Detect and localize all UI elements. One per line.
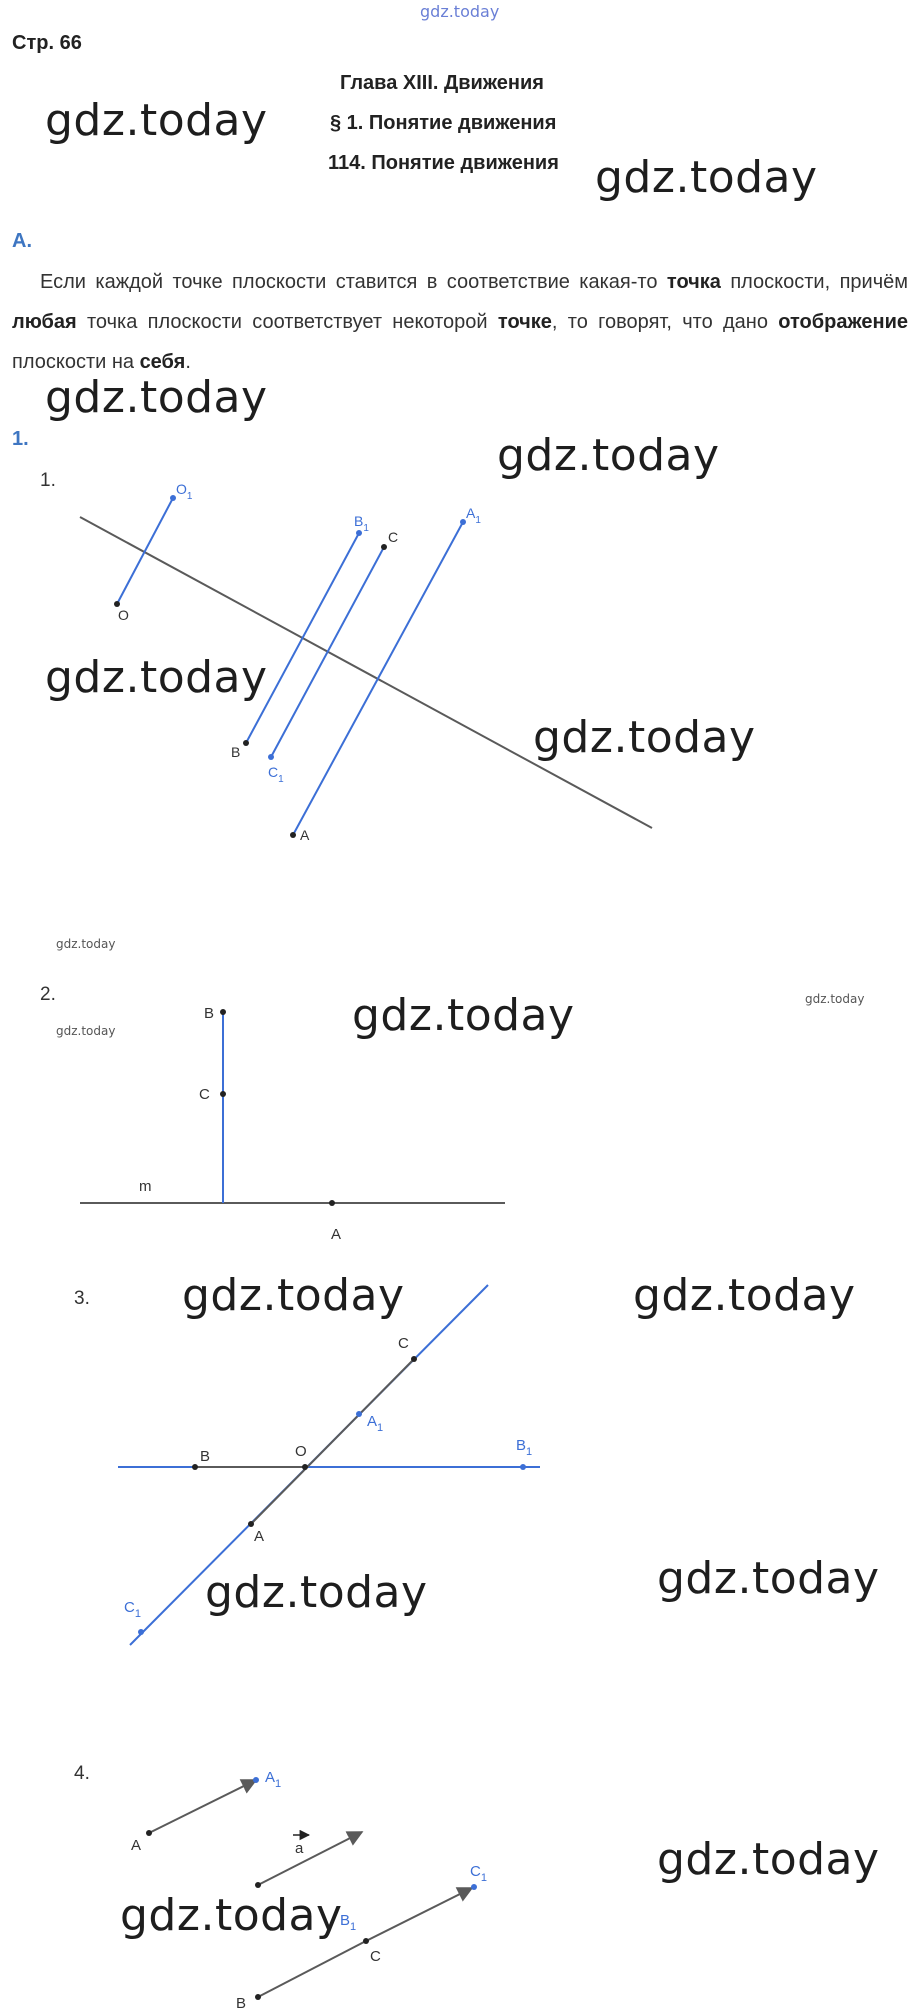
vector-a-a1	[149, 1780, 256, 1833]
point-c	[220, 1091, 226, 1097]
label-a1: $A_1$	[367, 1413, 384, 1434]
label-b: B	[231, 744, 241, 760]
watermark: gdz.today	[533, 712, 756, 763]
label-m: m	[139, 1178, 152, 1195]
label-b: B	[200, 1448, 211, 1465]
segment-b-b1	[246, 533, 359, 743]
label-a: A	[331, 1226, 342, 1243]
vector-c-c1	[366, 1888, 472, 1941]
watermark: gdz.today	[182, 1270, 405, 1321]
figure-3-number: 3.	[74, 1288, 90, 1309]
figure-2	[80, 1005, 505, 1243]
vector-a	[258, 1832, 362, 1885]
label-c: C	[388, 529, 399, 545]
paragraph-text: плоскости на	[12, 351, 140, 373]
figure-2-number: 2.	[40, 984, 56, 1005]
paragraph-text: плоскости, причём	[720, 271, 909, 293]
watermark: gdz.today	[120, 1890, 343, 1941]
watermark: gdz.today	[595, 152, 818, 203]
label-vector-a: a	[295, 1840, 304, 1857]
watermark: gdz.today	[352, 990, 575, 1041]
part-1-label: 1.	[12, 428, 29, 450]
label-b1: $B_1$	[340, 1912, 357, 1933]
figure-4	[131, 1769, 487, 2012]
watermark: gdz.today	[657, 1834, 880, 1885]
point-b	[192, 1464, 198, 1470]
section-title: § 1. Понятие движения	[330, 112, 557, 134]
point-a1	[356, 1411, 362, 1417]
paragraph-text: Если каждой точке плоскости ставится в соответствие какая-то	[40, 271, 667, 293]
label-a: A	[300, 827, 310, 843]
segment-c-c1	[271, 547, 384, 757]
figure-1	[80, 481, 652, 843]
point-c	[411, 1356, 417, 1362]
paragraph-bold: точке	[497, 311, 552, 333]
vector-b-c	[258, 1942, 364, 1997]
label-c: C	[370, 1948, 381, 1965]
point-c1	[138, 1629, 144, 1635]
watermark-top: gdz.today	[420, 2, 500, 21]
paragraph-bold: отображение	[778, 311, 908, 333]
point-c1	[471, 1884, 477, 1890]
point-a	[248, 1521, 254, 1527]
watermark: gdz.today	[633, 1270, 856, 1321]
part-a-label: А.	[12, 230, 32, 252]
label-a: A	[131, 1837, 142, 1854]
label-c1: $C_1$	[124, 1599, 141, 1620]
watermark: gdz.today	[45, 372, 268, 423]
chapter-title: Глава XIII. Движения	[340, 72, 544, 94]
figure-3	[118, 1285, 540, 1645]
label-b1: $B_1$	[354, 513, 369, 534]
point-o	[302, 1464, 308, 1470]
paragraph-bold: любая	[12, 311, 77, 333]
point-c	[381, 544, 387, 550]
watermark: gdz.today	[45, 95, 268, 146]
label-o1: $O_1$	[176, 481, 193, 502]
label-a: A	[254, 1528, 265, 1545]
label-c1: $C_1$	[470, 1863, 487, 1884]
point-b1	[356, 530, 362, 536]
point-b	[220, 1009, 226, 1015]
problem-title: 114. Понятие движения	[328, 152, 559, 174]
vector-a-start	[255, 1882, 261, 1888]
point-a	[329, 1200, 335, 1206]
watermark: gdz.today	[45, 652, 268, 703]
watermark: gdz.today	[657, 1553, 880, 1604]
point-c	[363, 1938, 369, 1944]
label-c: C	[398, 1335, 409, 1352]
point-b1	[520, 1464, 526, 1470]
point-a	[290, 832, 296, 838]
watermark-small: gdz.today	[56, 937, 116, 951]
watermark-small: gdz.today	[805, 992, 865, 1006]
figure-1-number: 1.	[40, 470, 56, 491]
figure-4-number: 4.	[74, 1763, 90, 1784]
paragraph-bold: точка	[666, 271, 721, 293]
label-a1: $A_1$	[466, 505, 481, 526]
diagonal-line-gray	[251, 1359, 414, 1524]
segment-a-a1	[293, 522, 463, 835]
point-b	[255, 1994, 261, 2000]
label-o: O	[295, 1443, 307, 1460]
watermark-small: gdz.today	[56, 1024, 116, 1038]
label-b1: $B_1$	[516, 1437, 533, 1458]
label-b: B	[236, 1995, 247, 2012]
label-c1: $C_1$	[268, 764, 284, 785]
watermark: gdz.today	[205, 1567, 428, 1618]
paragraph-bold: себя	[139, 351, 186, 373]
watermark: gdz.today	[497, 430, 720, 481]
point-c1	[268, 754, 274, 760]
point-a1	[253, 1777, 259, 1783]
paragraph-text: .	[185, 351, 191, 373]
segment-o-o1	[117, 498, 173, 604]
page-number: Стр. 66	[12, 32, 82, 54]
label-o: O	[118, 607, 129, 623]
point-a	[146, 1830, 152, 1836]
paragraph-text: точка плоскости соответствует некоторой	[76, 311, 498, 333]
point-b	[243, 740, 249, 746]
label-b: B	[204, 1005, 215, 1022]
label-a1: $A_1$	[265, 1769, 282, 1790]
label-c: C	[199, 1086, 210, 1103]
paragraph-text: , то говорят, что дано	[551, 311, 779, 333]
axis-line	[80, 517, 652, 828]
